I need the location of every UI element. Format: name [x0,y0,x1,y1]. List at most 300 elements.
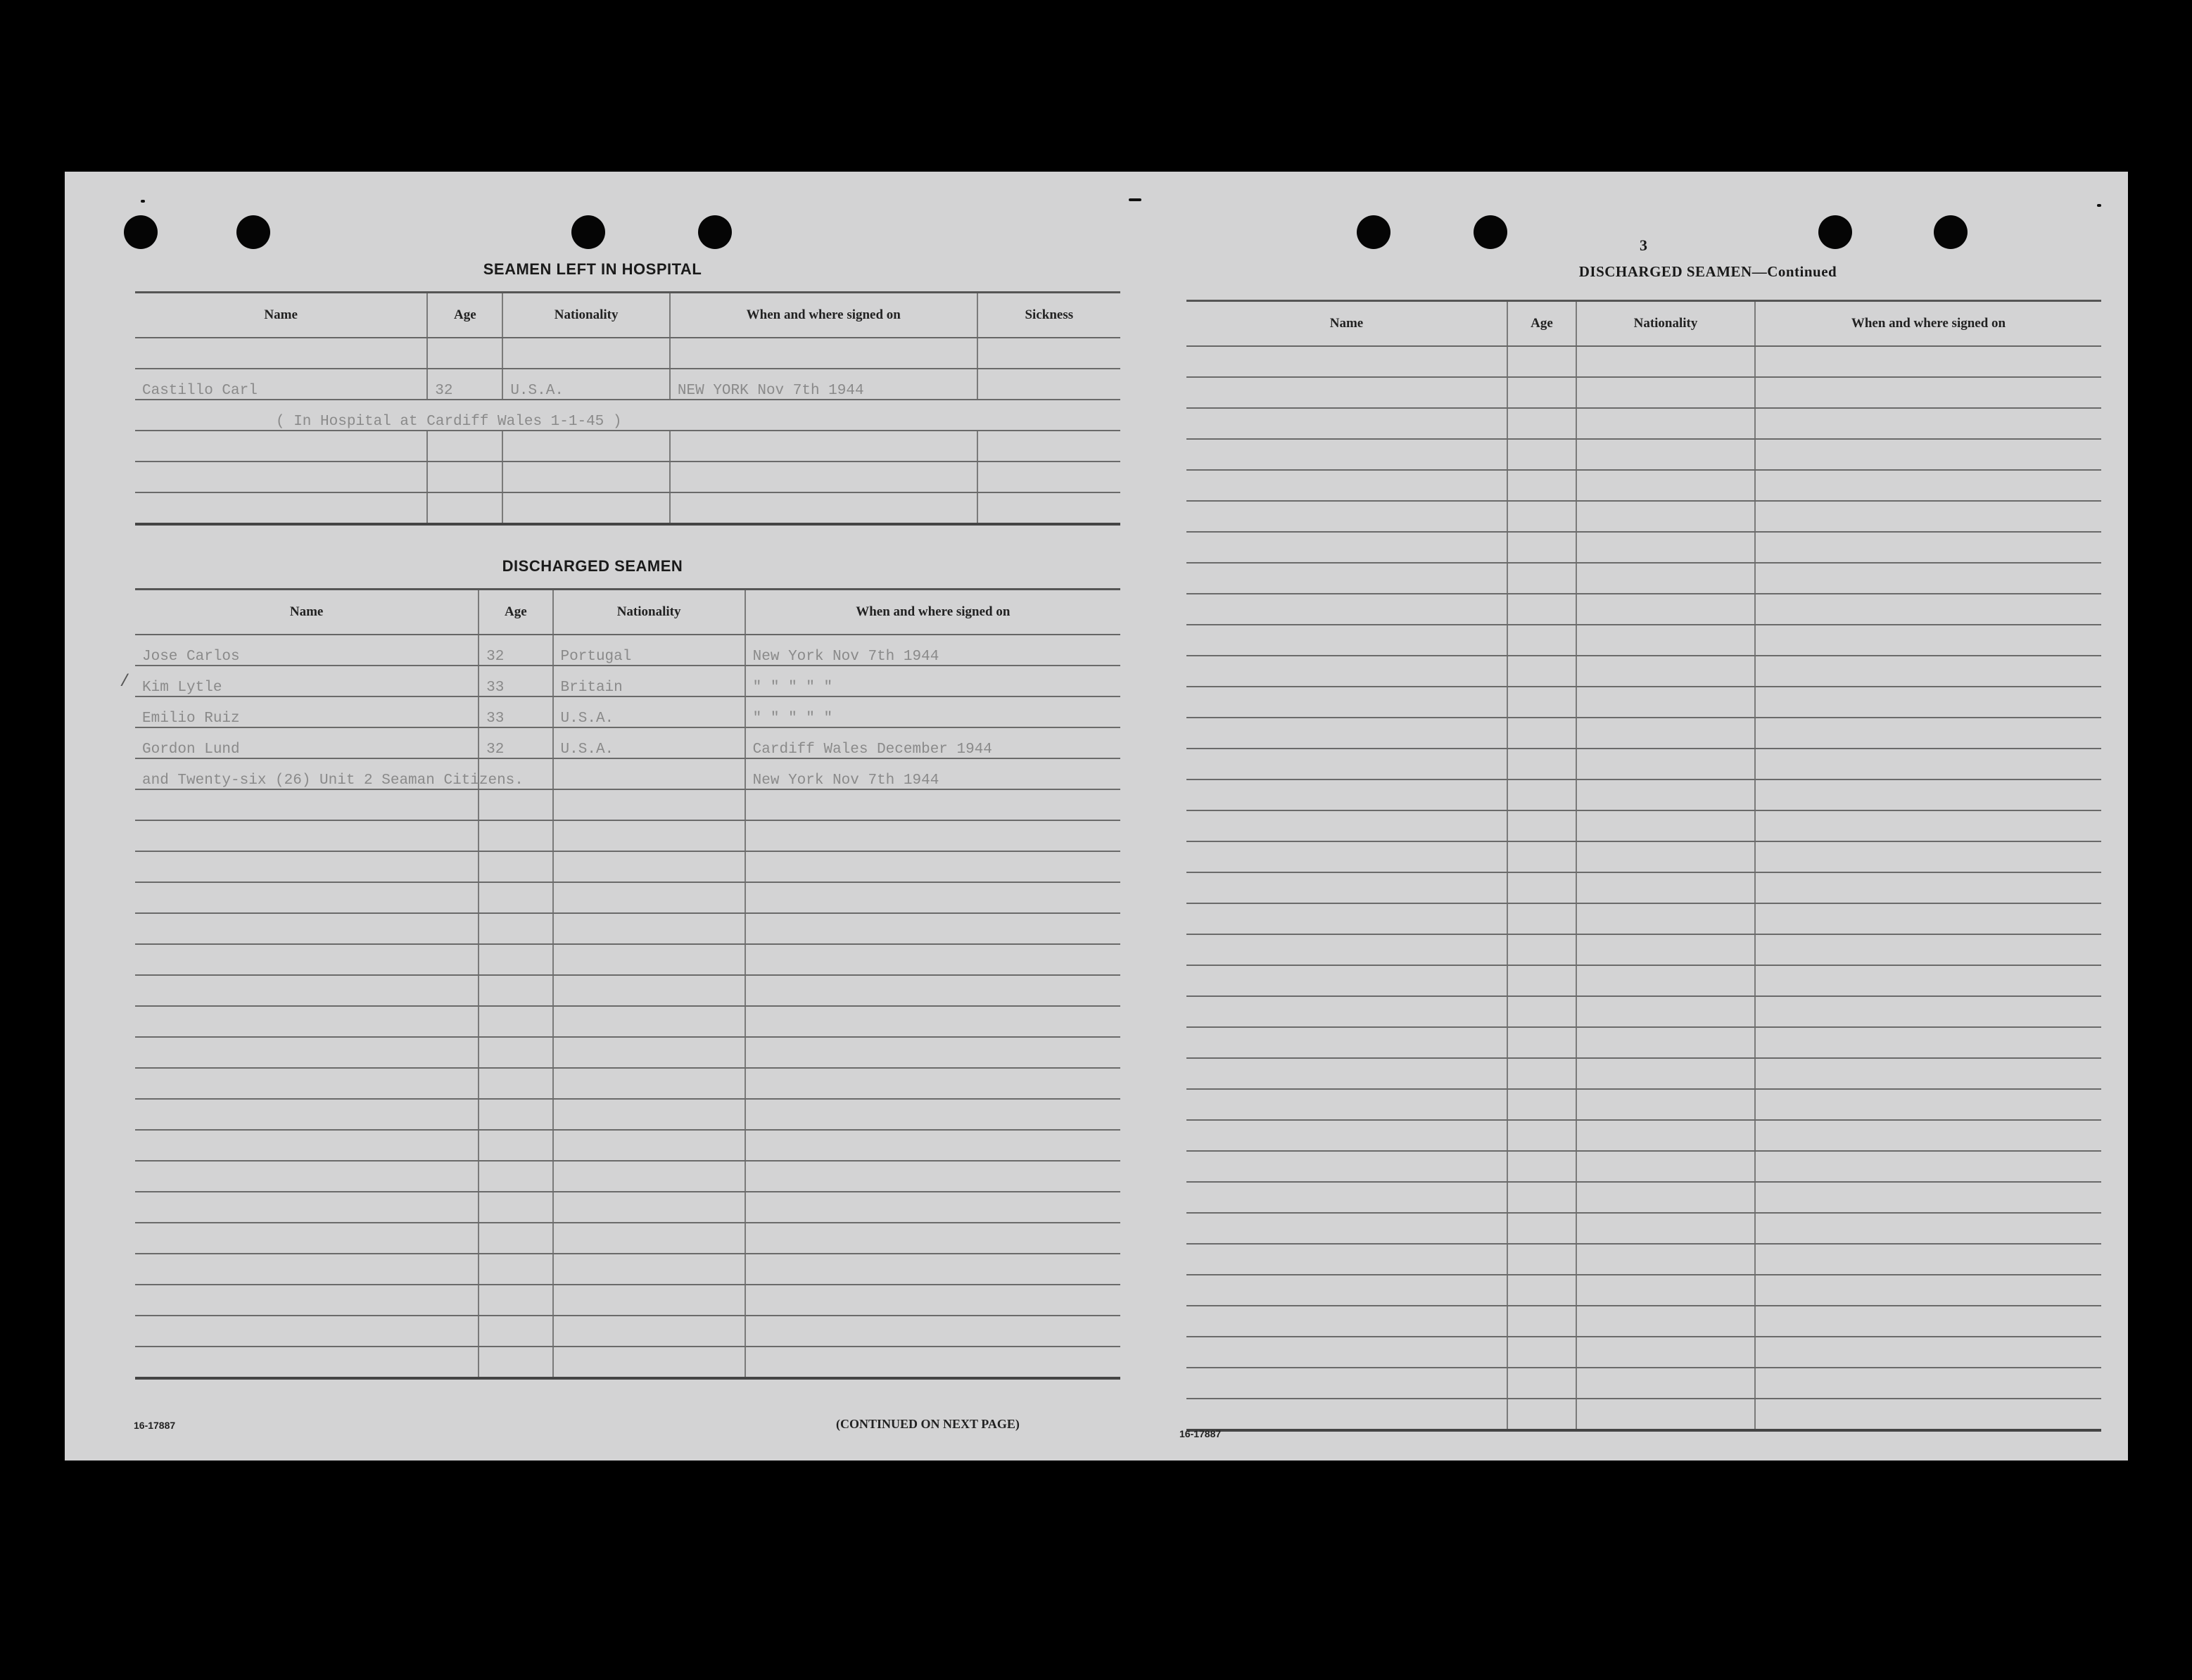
empty-cell [1576,470,1755,501]
empty-cell [1186,934,1507,965]
empty-cell [1507,903,1576,934]
empty-cell [135,1347,479,1378]
empty-cell [135,851,479,882]
table-row [1186,903,2101,934]
empty-cell [479,1037,552,1068]
empty-cell [1507,501,1576,532]
empty-cell [1186,1368,1507,1399]
table-row [1186,1306,2101,1337]
table-row [1186,1213,2101,1244]
empty-cell [1507,1213,1576,1244]
table-row [1186,996,2101,1027]
table-row [135,1037,1120,1068]
empty-cell [553,1223,745,1254]
empty-cell [553,975,745,1006]
empty-cell [135,1099,479,1130]
empty-cell [745,789,1120,820]
empty-cell [977,492,1120,524]
table-row [1186,687,2101,718]
empty-cell [1755,779,2101,810]
empty-cell [1507,687,1576,718]
discharged-table [135,588,1120,1380]
empty-cell [1576,532,1755,563]
empty-cell [135,789,479,820]
table-row [1186,1027,2101,1058]
empty-cell [1186,749,1507,779]
empty-cell [1186,810,1507,841]
empty-cell [1576,996,1755,1027]
empty-cell [135,882,479,913]
form-number: 16-17887 [1179,1428,1222,1439]
table-row [135,666,1120,696]
empty-cell [553,913,745,944]
hospital-table [135,291,1120,526]
empty-cell [1186,1058,1507,1089]
empty-cell [1576,934,1755,965]
empty-cell [135,1316,479,1347]
empty-cell [135,1223,479,1254]
empty-cell [745,1068,1120,1099]
empty-cell [1576,594,1755,625]
empty-cell [1186,439,1507,470]
empty-cell [1507,1089,1576,1120]
empty-cell [1507,377,1576,408]
table-row [1186,377,2101,408]
empty-cell [745,1223,1120,1254]
column-header-signed-on: When and where signed on [745,590,1120,635]
table-row [135,492,1120,524]
page-number: 3 [1640,236,1647,254]
empty-cell [553,1161,745,1192]
column-header-sickness: Sickness [977,293,1120,338]
empty-cell [1576,965,1755,996]
empty-cell [1186,903,1507,934]
cell-age: 33 [479,696,552,727]
empty-cell [1507,996,1576,1027]
empty-cell [745,1099,1120,1130]
empty-cell [1186,718,1507,749]
empty-cell [1755,934,2101,965]
empty-cell [1755,1275,2101,1306]
empty-cell [1576,903,1755,934]
empty-cell [553,851,745,882]
discharged-continued-title: DISCHARGED SEAMEN—Continued [1578,263,1837,280]
table-row [135,1223,1120,1254]
table-row [135,758,1120,789]
empty-cell [1755,1151,2101,1182]
empty-cell [479,1254,552,1285]
table-row [135,338,1120,369]
table-row [135,369,1120,400]
empty-cell [135,1254,479,1285]
empty-cell [135,431,427,462]
empty-cell [135,1068,479,1099]
empty-cell [1576,1368,1755,1399]
empty-cell [1186,1275,1507,1306]
empty-cell [553,1254,745,1285]
empty-cell [1186,408,1507,439]
table-row [1186,1275,2101,1306]
empty-cell [1186,594,1507,625]
table-row [135,1285,1120,1316]
empty-cell [1576,841,1755,872]
empty-cell [1186,1306,1507,1337]
table-row [135,1130,1120,1161]
empty-cell [1576,1337,1755,1368]
empty-cell [135,1006,479,1037]
table-header-row [135,293,1120,338]
empty-cell [745,1347,1120,1378]
empty-cell [1576,1151,1755,1182]
table-row [135,851,1120,882]
empty-cell [1755,625,2101,656]
empty-cell [553,1037,745,1068]
column-header-signed-on: When and where signed on [1755,301,2101,347]
table-row [1186,1089,2101,1120]
empty-cell [553,944,745,975]
empty-cell [479,1347,552,1378]
cell-nationality [502,338,670,369]
empty-cell [553,882,745,913]
empty-cell [1186,377,1507,408]
hospital-section-title: SEAMEN LEFT IN HOSPITAL [483,260,702,278]
empty-cell [553,789,745,820]
empty-cell [135,1161,479,1192]
table-row [1186,934,2101,965]
table-row [1186,1182,2101,1213]
cell-age: 33 [479,666,552,696]
empty-cell [1576,872,1755,903]
table-row [135,400,1120,431]
empty-cell [1186,779,1507,810]
empty-cell [479,1006,552,1037]
cell-nationality [553,758,745,789]
empty-cell [553,1006,745,1037]
empty-cell [135,492,427,524]
punch-hole [1818,215,1852,249]
empty-cell [1755,563,2101,594]
empty-cell [502,492,670,524]
empty-cell [1576,810,1755,841]
empty-cell [1186,501,1507,532]
empty-cell [1755,749,2101,779]
table-row [135,635,1120,666]
empty-cell [745,1254,1120,1285]
column-header-name: Name [1186,301,1507,347]
empty-cell [1507,749,1576,779]
cell-signed-on: New York Nov 7th 1944 [745,758,1120,789]
empty-cell [1507,1368,1576,1399]
column-header-nationality: Nationality [502,293,670,338]
empty-cell [1755,1337,2101,1368]
empty-cell [1186,656,1507,687]
empty-cell [135,1285,479,1316]
empty-cell [745,1285,1120,1316]
column-header-name: Name [135,293,427,338]
empty-cell [1576,687,1755,718]
empty-cell [1507,1120,1576,1151]
cell-name: Emilio Ruiz [135,696,479,727]
ledger-sheet [65,172,2128,1461]
table-row [135,913,1120,944]
table-header-row [135,590,1120,635]
table-row [135,820,1120,851]
empty-cell [1755,1306,2101,1337]
table-row [135,727,1120,758]
cell-name: and Twenty-six (26) Unit 2 Seaman Citizens. [135,758,479,789]
cell-signed-on: Cardiff Wales December 1944 [745,727,1120,758]
empty-cell [479,851,552,882]
cell-signed-on: " " " " " [745,696,1120,727]
empty-cell [427,492,502,524]
table-row [1186,563,2101,594]
empty-cell [135,1130,479,1161]
table-header-row [1186,301,2101,347]
empty-cell [1755,996,2101,1027]
empty-cell [479,1099,552,1130]
empty-cell [479,789,552,820]
cell-nationality: Portugal [553,635,745,666]
table-row [1186,1399,2101,1430]
empty-cell [1576,1244,1755,1275]
table-row [1186,718,2101,749]
empty-cell [1186,872,1507,903]
table-row [1186,1337,2101,1368]
empty-cell [1507,1182,1576,1213]
margin-tick-mark: / [120,673,130,692]
empty-cell [135,975,479,1006]
ink-speck [1129,198,1141,201]
empty-cell [1755,965,2101,996]
empty-cell [1186,1120,1507,1151]
cell-age: 32 [427,369,502,400]
empty-cell [135,913,479,944]
table-row [135,944,1120,975]
continued-label: (CONTINUED ON NEXT PAGE) [836,1417,1020,1431]
empty-cell [1755,687,2101,718]
empty-cell [1186,625,1507,656]
empty-cell [135,1037,479,1068]
empty-cell [479,820,552,851]
cell-nationality: U.S.A. [553,727,745,758]
empty-cell [745,1037,1120,1068]
empty-cell [745,1316,1120,1347]
empty-cell [1507,1151,1576,1182]
cell-name: Gordon Lund [135,727,479,758]
hospital-note: ( In Hospital at Cardiff Wales 1-1-45 ) [135,400,1120,431]
empty-cell [670,431,977,462]
empty-cell [1186,563,1507,594]
empty-cell [1576,779,1755,810]
empty-cell [479,882,552,913]
table-row [1186,439,2101,470]
empty-cell [1186,1027,1507,1058]
table-row [1186,1151,2101,1182]
table-row [1186,470,2101,501]
empty-cell [1755,1027,2101,1058]
table-row [135,1006,1120,1037]
ink-speck [2097,204,2101,207]
table-row [135,1161,1120,1192]
empty-cell [1755,408,2101,439]
empty-cell [1186,1182,1507,1213]
form-number: 16-17887 [134,1420,176,1431]
empty-cell [1507,779,1576,810]
table-row [135,1347,1120,1378]
cell-nationality: U.S.A. [502,369,670,400]
empty-cell [670,492,977,524]
empty-cell [1576,346,1755,377]
empty-cell [1507,625,1576,656]
punch-hole [1357,215,1390,249]
table-row [1186,532,2101,563]
empty-cell [1755,1244,2101,1275]
cell-name [135,338,427,369]
table-row [1186,1244,2101,1275]
empty-cell [479,1068,552,1099]
empty-cell [135,462,427,492]
empty-cell [1576,1399,1755,1430]
empty-cell [1755,810,2101,841]
empty-cell [1755,1182,2101,1213]
table-row [135,696,1120,727]
empty-cell [1755,439,2101,470]
column-header-name: Name [135,590,479,635]
table-row [1186,1368,2101,1399]
empty-cell [1755,1120,2101,1151]
punch-hole [124,215,158,249]
empty-cell [479,944,552,975]
empty-cell [1186,1337,1507,1368]
ink-speck [141,200,145,203]
empty-cell [479,975,552,1006]
empty-cell [1186,1244,1507,1275]
empty-cell [1576,1120,1755,1151]
empty-cell [745,1006,1120,1037]
empty-cell [1507,439,1576,470]
empty-cell [553,1099,745,1130]
empty-cell [1186,1151,1507,1182]
empty-cell [1576,377,1755,408]
empty-cell [135,944,479,975]
empty-cell [745,913,1120,944]
table-row [1186,872,2101,903]
cell-name: Jose Carlos [135,635,479,666]
table-row [1186,1120,2101,1151]
empty-cell [1507,872,1576,903]
empty-cell [1507,718,1576,749]
empty-cell [553,1068,745,1099]
empty-cell [745,851,1120,882]
cell-signed-on: New York Nov 7th 1944 [745,635,1120,666]
empty-cell [1507,532,1576,563]
cell-age: 32 [479,727,552,758]
empty-cell [745,975,1120,1006]
empty-cell [1507,1275,1576,1306]
cell-sickness [977,369,1120,400]
empty-cell [479,1285,552,1316]
table-row [135,1316,1120,1347]
empty-cell [1186,996,1507,1027]
column-header-nationality: Nationality [1576,301,1755,347]
table-row [1186,346,2101,377]
empty-cell [1576,563,1755,594]
empty-cell [745,820,1120,851]
empty-cell [479,913,552,944]
empty-cell [479,1192,552,1223]
empty-cell [1576,1089,1755,1120]
empty-cell [479,1223,552,1254]
empty-cell [1507,563,1576,594]
table-row [1186,501,2101,532]
empty-cell [1755,1213,2101,1244]
table-row [1186,779,2101,810]
discharged-section-title: DISCHARGED SEAMEN [502,557,683,575]
table-row [135,1099,1120,1130]
empty-cell [1507,965,1576,996]
table-row [135,462,1120,492]
empty-cell [745,1192,1120,1223]
empty-cell [1507,1399,1576,1430]
empty-cell [1755,1368,2101,1399]
table-row [1186,594,2101,625]
table-row [135,431,1120,462]
empty-cell [745,1130,1120,1161]
column-header-nationality: Nationality [553,590,745,635]
empty-cell [479,1316,552,1347]
table-row [135,882,1120,913]
empty-cell [1755,903,2101,934]
empty-cell [1576,1027,1755,1058]
empty-cell [502,462,670,492]
empty-cell [135,820,479,851]
empty-cell [1507,656,1576,687]
table-row [1186,656,2101,687]
cell-name: Kim Lytle [135,666,479,696]
cell-age [427,338,502,369]
empty-cell [1186,1089,1507,1120]
cell-age: 32 [479,635,552,666]
empty-cell [670,462,977,492]
empty-cell [1576,656,1755,687]
empty-cell [1507,1306,1576,1337]
empty-cell [745,882,1120,913]
discharged-continued-table [1186,300,2101,1432]
table-row [1186,810,2101,841]
cell-signed-on: " " " " " [745,666,1120,696]
empty-cell [1576,1213,1755,1244]
cell-nationality: U.S.A. [553,696,745,727]
empty-cell [1186,841,1507,872]
empty-cell [1507,1027,1576,1058]
column-header-age: Age [479,590,552,635]
cell-signed-on: NEW YORK Nov 7th 1944 [670,369,977,400]
empty-cell [1755,594,2101,625]
empty-cell [1755,841,2101,872]
table-row [1186,408,2101,439]
empty-cell [1186,532,1507,563]
empty-cell [1755,872,2101,903]
empty-cell [427,462,502,492]
empty-cell [1507,470,1576,501]
empty-cell [1755,1058,2101,1089]
empty-cell [1507,1244,1576,1275]
table-row [135,975,1120,1006]
column-header-age: Age [1507,301,1576,347]
punch-hole [1474,215,1507,249]
empty-cell [1576,1182,1755,1213]
empty-cell [1576,625,1755,656]
